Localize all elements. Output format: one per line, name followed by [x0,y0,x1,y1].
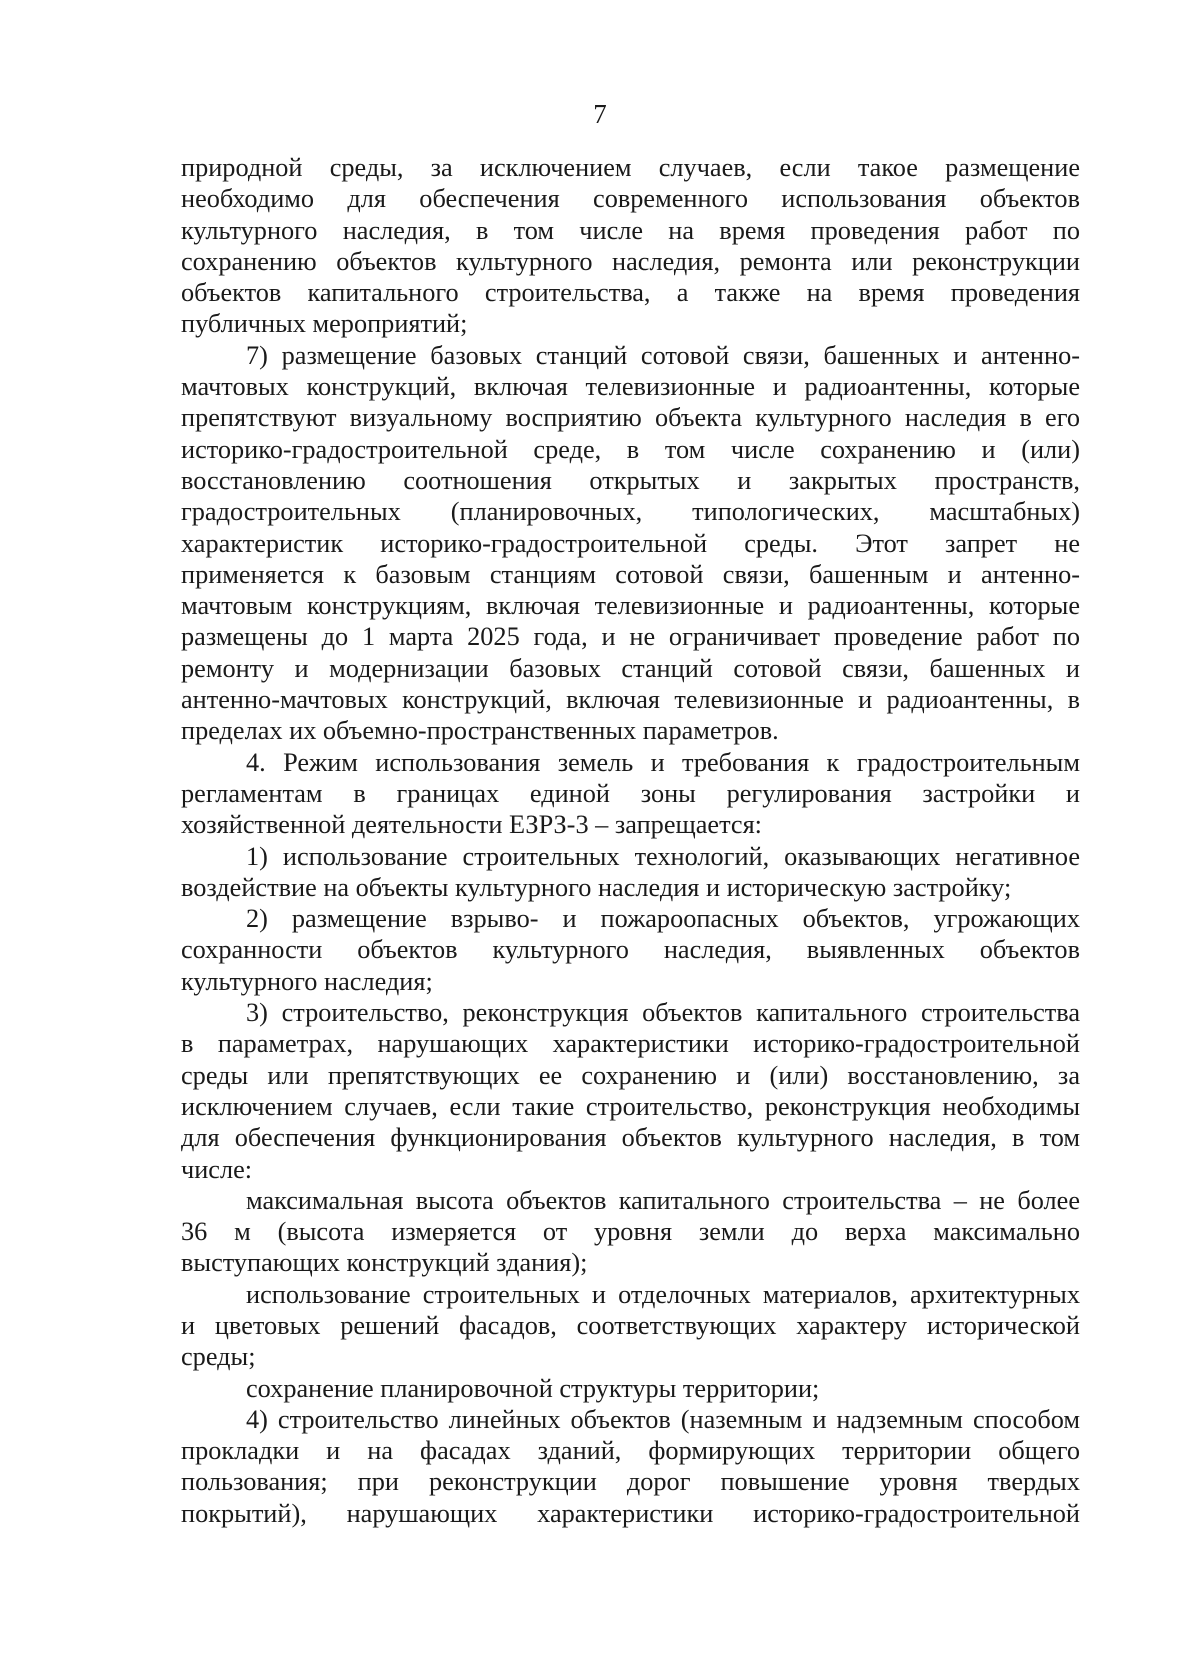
text-line: мачтовых конструкций, включая телевизионные и радиоантенны, которые [181,372,1080,402]
text-line: 4. Режим использования земель и требования к градостроительным [246,747,1080,777]
text-line: применяется к базовым станциям сотовой связи, башенным и антенно- [181,559,1080,589]
text-line: числе: [181,1154,253,1184]
text-line: культурного наследия, в том числе на время проведения работ по [181,215,1080,245]
text-line: среды или препятствующих ее сохранению и (или) восстановлению, за [181,1060,1080,1090]
text-line: хозяйственной деятельности ЕЗРЗ-3 – запрещается: [181,810,762,840]
text-line: необходимо для обеспечения современного использования объектов [181,184,1080,214]
text-line: 36 м (высота измеряется от уровня земли до верха максимально [181,1217,1080,1247]
text-line: размещены до 1 марта 2025 года, и не ограничивает проведение работ по [181,622,1080,652]
text-line: публичных мероприятий; [181,309,468,339]
text-line: сохранности объектов культурного наследия, выявленных объектов [181,935,1080,965]
text-line: пределах их объемно-пространственных параметров. [181,716,779,746]
text-line: историко-градостроительной среде, в том числе сохранению и (или) [181,434,1080,464]
text-line: антенно-мачтовых конструкций, включая телевизионные и радиоантенны, в [181,685,1080,715]
text-line: сохранению объектов культурного наследия, ремонта или реконструкции [181,246,1080,276]
text-line: в параметрах, нарушающих характеристики историко-градостроительной [181,1029,1080,1059]
text-line: воздействие на объекты культурного наследия и историческую застройку; [181,872,1012,902]
text-line: мачтовым конструкциям, включая телевизионные и радиоантенны, которые [181,591,1080,621]
text-line: характеристик историко-градостроительной среды. Этот запрет не [181,528,1080,558]
text-line: ремонту и модернизации базовых станций сотовой связи, башенных и [181,653,1080,683]
text-line: 7) размещение базовых станций сотовой связи, башенных и антенно- [246,340,1080,370]
text-line: сохранение планировочной структуры территории; [246,1373,820,1403]
text-line: восстановлению соотношения открытых и закрытых пространств, [181,465,1080,495]
text-line: максимальная высота объектов капитального строительства – не более [246,1185,1080,1215]
text-line: природной среды, за исключением случаев, если такое размещение [181,153,1080,182]
text-line: среды; [181,1342,256,1372]
text-line: градостроительных (планировочных, типологических, масштабных) [181,497,1080,527]
text-line: культурного наследия; [181,966,433,996]
page-number: 7 [593,99,607,129]
text-line: и цветовых решений фасадов, соответствующих характеру исторической [181,1310,1080,1340]
text-line: прокладки и на фасадах зданий, формирующих территории общего [181,1436,1080,1466]
text-line: исключением случаев, если такие строительство, реконструкция необходимы [181,1091,1080,1121]
text-line: выступающих конструкций здания); [181,1248,588,1278]
text-line: для обеспечения функционирования объектов культурного наследия, в том [181,1123,1080,1153]
text-line: использование строительных и отделочных материалов, архитектурных [246,1279,1080,1309]
text-line: покрытий), нарушающих характеристики историко-градостроительной [181,1498,1080,1528]
text-line: 4) строительство линейных объектов (наземным и надземным способом [246,1404,1080,1434]
text-line: 3) строительство, реконструкция объектов капитального строительства [246,998,1080,1028]
text-line: регламентам в границах единой зоны регулирования застройки и [181,778,1080,808]
text-line: объектов капитального строительства, а также на время проведения [181,278,1080,308]
text-line: 2) размещение взрыво- и пожароопасных объектов, угрожающих [246,904,1080,934]
text-line: пользования; при реконструкции дорог повышение уровня твердых [181,1467,1080,1497]
text-line: 1) использование строительных технологий, оказывающих негативное [246,841,1080,871]
text-line: препятствуют визуальному восприятию объекта культурного наследия в его [181,403,1080,433]
document-body [181,152,1080,1529]
